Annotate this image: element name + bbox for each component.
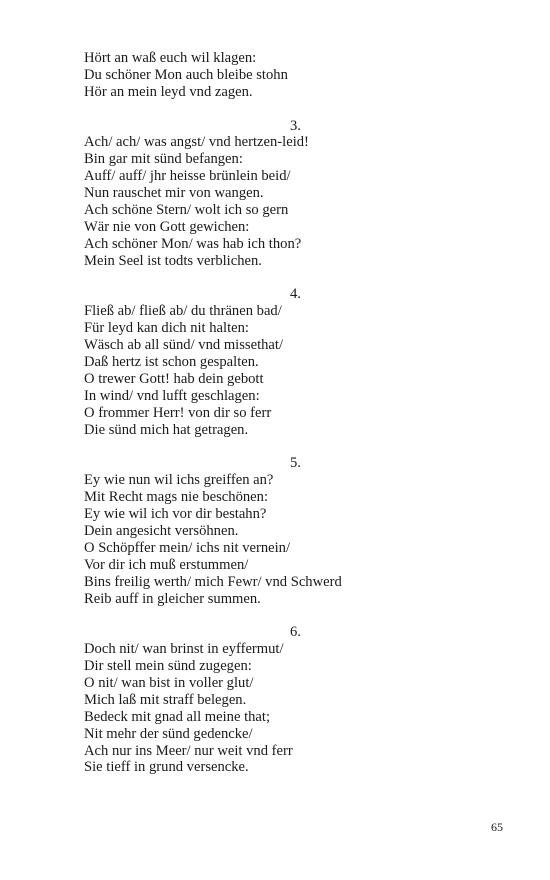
poem-line: Mein Seel ist todts verblichen.	[84, 252, 262, 269]
poem-line: Ach/ ach/ was angst/ vnd hertzen-leid!	[84, 134, 309, 151]
poem-line: Doch nit/ wan brinst in eyffermut/	[84, 641, 284, 658]
poem-line: Fließ ab/ fließ ab/ du thränen bad/	[84, 303, 282, 320]
poem-line: Ach nur ins Meer/ nur weit vnd ferr	[84, 742, 293, 759]
poem-line: Bedeck mit gnad all meine that;	[84, 708, 271, 725]
poem-line: Hört an waß euch wil klagen:	[84, 50, 257, 66]
stanza-3	[84, 118, 484, 270]
poem-line: Ey wie wil ich vor dir bestahn?	[84, 506, 267, 523]
poem-line: Dein angesicht versöhnen.	[84, 522, 239, 539]
poem-line: Die sünd mich hat getragen.	[84, 421, 249, 438]
poem-line: O trewer Gott! hab dein gebott	[84, 370, 264, 387]
poem-line: Daß hertz ist schon gespalten.	[84, 354, 259, 371]
poem-line: Ach schöne Stern/ wolt ich so gern	[84, 202, 289, 219]
stanza-spacer	[84, 607, 484, 624]
stanza-number: 3.	[290, 117, 301, 134]
stanza-4	[84, 286, 484, 438]
poem-line: Mit Recht mags nie beschönen:	[84, 489, 269, 506]
poem-text	[84, 50, 484, 776]
poem-line: Sie tieff in grund versencke.	[84, 759, 249, 776]
poem-line: Mich laß mit straff belegen.	[84, 691, 247, 708]
poem-line: Reib auff in gleicher summen.	[84, 590, 261, 607]
poem-line: O nit/ wan bist in voller glut/	[84, 674, 254, 691]
poem-line: Wäsch ab all sünd/ vnd missethat/	[84, 337, 284, 354]
stanza-5	[84, 455, 484, 607]
stanza-spacer	[84, 270, 484, 287]
poem-line: O Schöpffer mein/ ichs nit vernein/	[84, 539, 291, 556]
poem-line: Dir stell mein sünd zugegen:	[84, 658, 252, 675]
poem-line: Wär nie von Gott gewichen:	[84, 218, 250, 235]
stanza-number: 4.	[290, 286, 301, 303]
poem-line: O frommer Herr! von dir so ferr	[84, 404, 272, 421]
poem-line: Vor dir ich muß erstummen/	[84, 556, 249, 573]
stanza-number: 5.	[290, 455, 301, 472]
poem-line: In wind/ vnd lufft geschlagen:	[84, 387, 260, 404]
poem-line: Nit mehr der sünd gedencke/	[84, 725, 253, 742]
poem-line: Ey wie nun wil ichs greiffen an?	[84, 472, 274, 489]
poem-line: Bin gar mit sünd befangen:	[84, 151, 243, 168]
poem-line: Für leyd kan dich nit halten:	[84, 320, 249, 337]
poem-line: Bins freilig werth/ mich Fewr/ vnd Schwerd	[84, 573, 342, 590]
poem-line: Du schöner Mon auch bleibe stohn	[84, 66, 288, 83]
stanza-6	[84, 624, 484, 776]
poem-line: Ach schöner Mon/ was hab ich thon?	[84, 235, 302, 252]
stanza-spacer	[84, 438, 484, 455]
poem-line: Nun rauschet mir von wangen.	[84, 185, 264, 202]
opening-stanza-fragment	[84, 50, 484, 101]
poem-line: Hör an mein leyd vnd zagen.	[84, 83, 253, 100]
page-number: 65	[491, 820, 503, 834]
stanza-spacer	[84, 101, 484, 118]
poem-line: Auff/ auff/ jhr heisse brünlein beid/	[84, 168, 291, 185]
stanza-number: 6.	[290, 624, 301, 641]
